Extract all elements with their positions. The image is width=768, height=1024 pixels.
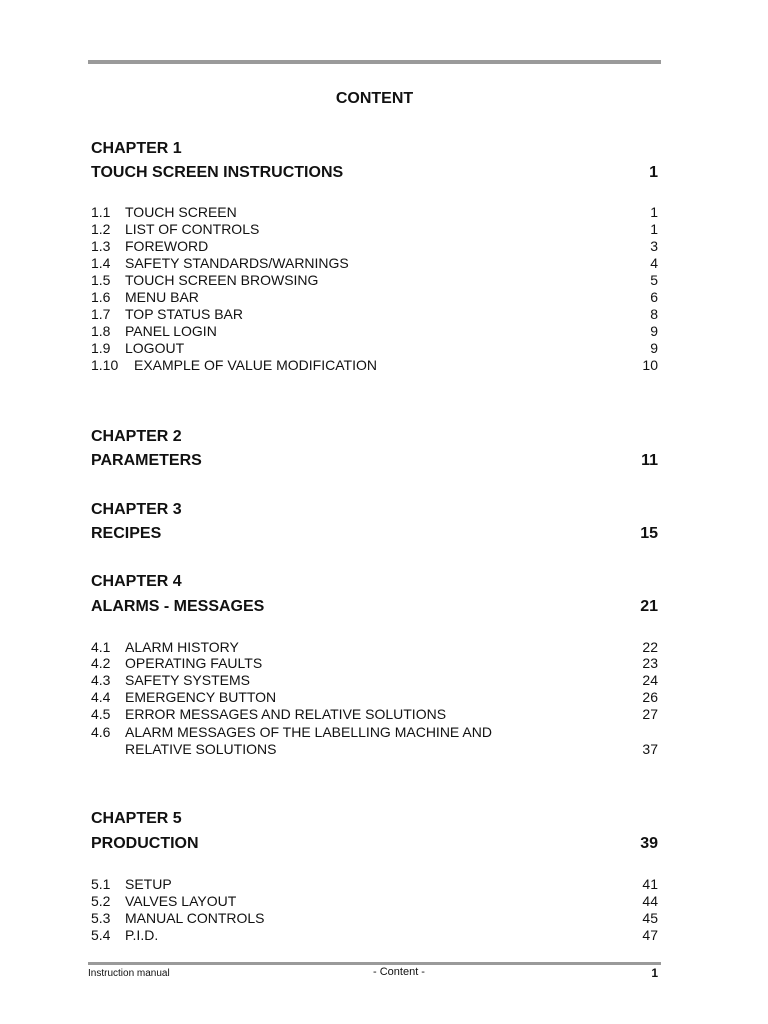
entry-page: 1 [650, 221, 658, 237]
entry-text: ALARM HISTORY [125, 639, 239, 655]
toc-entry [91, 910, 658, 927]
entry-page: 3 [650, 238, 658, 254]
toc-entry [91, 357, 658, 374]
entry-page: 1 [650, 204, 658, 220]
entry-text: TOUCH SCREEN [125, 204, 237, 220]
entry-text: EMERGENCY BUTTON [125, 689, 277, 705]
entry-number: 1.6 [91, 289, 111, 305]
toc-entry [91, 655, 658, 672]
entry-text: ERROR MESSAGES AND RELATIVE SOLUTIONS [125, 706, 447, 722]
toc-entry [91, 876, 658, 893]
entry-page: 9 [650, 323, 658, 339]
entry-text: P.I.D. [125, 927, 159, 943]
toc-entry [91, 893, 658, 910]
entry-page: 27 [642, 706, 658, 722]
toc-entry [91, 689, 658, 706]
entry-text: ALARM MESSAGES OF THE LABELLING MACHINE AND [125, 724, 492, 740]
entry-text: OPERATING FAULTS [125, 655, 263, 671]
toc-entry [91, 204, 658, 221]
toc-entry [91, 741, 658, 758]
entry-number: 1.4 [91, 255, 111, 271]
toc-entry [91, 306, 658, 323]
chapter-5-title: PRODUCTION [91, 835, 199, 852]
entry-number: 4.2 [91, 655, 111, 671]
entry-page: 5 [650, 272, 658, 288]
chapter-5-page: 39 [640, 835, 658, 852]
entry-text: MENU BAR [125, 289, 199, 305]
toc-entry [91, 724, 658, 741]
header-rule [88, 60, 661, 64]
chapter-3-title: RECIPES [91, 525, 162, 542]
entry-text: MANUAL CONTROLS [125, 910, 265, 926]
chapter-3-label: CHAPTER 3 [91, 501, 182, 518]
entry-number: 4.1 [91, 639, 111, 655]
chapter-2-page: 11 [641, 452, 658, 469]
entry-text: FOREWORD [125, 238, 209, 254]
toc-entry [91, 927, 658, 944]
entry-page: 47 [642, 927, 658, 943]
entry-number: 5.1 [91, 876, 111, 892]
entry-text: TOP STATUS BAR [125, 306, 243, 322]
entry-text: RELATIVE SOLUTIONS [125, 741, 277, 757]
entry-page: 23 [642, 655, 658, 671]
entry-number: 5.2 [91, 893, 111, 909]
entry-page: 24 [642, 672, 658, 688]
chapter-4-page: 21 [640, 598, 658, 615]
chapter-2-label: CHAPTER 2 [91, 428, 182, 445]
entry-page: 8 [650, 306, 658, 322]
chapter-5-label: CHAPTER 5 [91, 810, 182, 827]
chapter-2-title: PARAMETERS [91, 452, 202, 469]
entry-number: 1.5 [91, 272, 111, 288]
toc-entry [91, 639, 658, 656]
footer-page-number: 1 [651, 966, 658, 980]
entry-text: EXAMPLE OF VALUE MODIFICATION [134, 357, 377, 373]
chapter-1-page: 1 [649, 164, 658, 181]
entry-page: 10 [642, 357, 658, 373]
entry-number: 1.2 [91, 221, 111, 237]
chapter-3-page: 15 [640, 525, 658, 542]
entry-number: 4.3 [91, 672, 111, 688]
entry-number: 1.9 [91, 340, 111, 356]
chapter-1-title: TOUCH SCREEN INSTRUCTIONS [91, 164, 344, 181]
footer-rule [88, 962, 661, 965]
entry-page: 37 [642, 741, 658, 757]
toc-entry [91, 272, 658, 289]
entry-text: VALVES LAYOUT [125, 893, 237, 909]
toc-entry [91, 238, 658, 255]
entry-number: 5.3 [91, 910, 111, 926]
toc-entry [91, 255, 658, 272]
footer-section-label: - Content - [373, 966, 425, 978]
entry-page: 44 [642, 893, 658, 909]
toc-entry [91, 706, 658, 723]
toc-entry [91, 672, 658, 689]
toc-entry [91, 340, 658, 357]
entry-page: 41 [642, 876, 658, 892]
entry-text: TOUCH SCREEN BROWSING [125, 272, 319, 288]
entry-number: 1.1 [91, 204, 111, 220]
toc-entry [91, 323, 658, 340]
entry-number: 4.6 [91, 724, 111, 740]
entry-number: 5.4 [91, 927, 111, 943]
entry-page: 4 [650, 255, 658, 271]
entry-page: 22 [642, 639, 658, 655]
toc-entry [91, 221, 658, 238]
entry-text: SETUP [125, 876, 172, 892]
entry-number: 1.3 [91, 238, 111, 254]
entry-number: 1.10 [91, 357, 119, 373]
entry-text: LOGOUT [125, 340, 185, 356]
chapter-1-label: CHAPTER 1 [91, 140, 182, 157]
entry-number: 1.7 [91, 306, 111, 322]
entry-text: LIST OF CONTROLS [125, 221, 260, 237]
toc-entry [91, 289, 658, 306]
entry-page: 6 [650, 289, 658, 305]
entry-text: SAFETY SYSTEMS [125, 672, 250, 688]
entry-text: PANEL LOGIN [125, 323, 217, 339]
entry-page: 9 [650, 340, 658, 356]
chapter-4-label: CHAPTER 4 [91, 573, 182, 590]
entry-number: 4.5 [91, 706, 111, 722]
entry-number: 1.8 [91, 323, 111, 339]
footer-manual-label: Instruction manual [88, 968, 170, 979]
chapter-4-title: ALARMS - MESSAGES [91, 598, 265, 615]
entry-text: SAFETY STANDARDS/WARNINGS [125, 255, 349, 271]
page-title: CONTENT [335, 90, 414, 107]
entry-page: 26 [642, 689, 658, 705]
entry-number: 4.4 [91, 689, 111, 705]
entry-page: 45 [642, 910, 658, 926]
